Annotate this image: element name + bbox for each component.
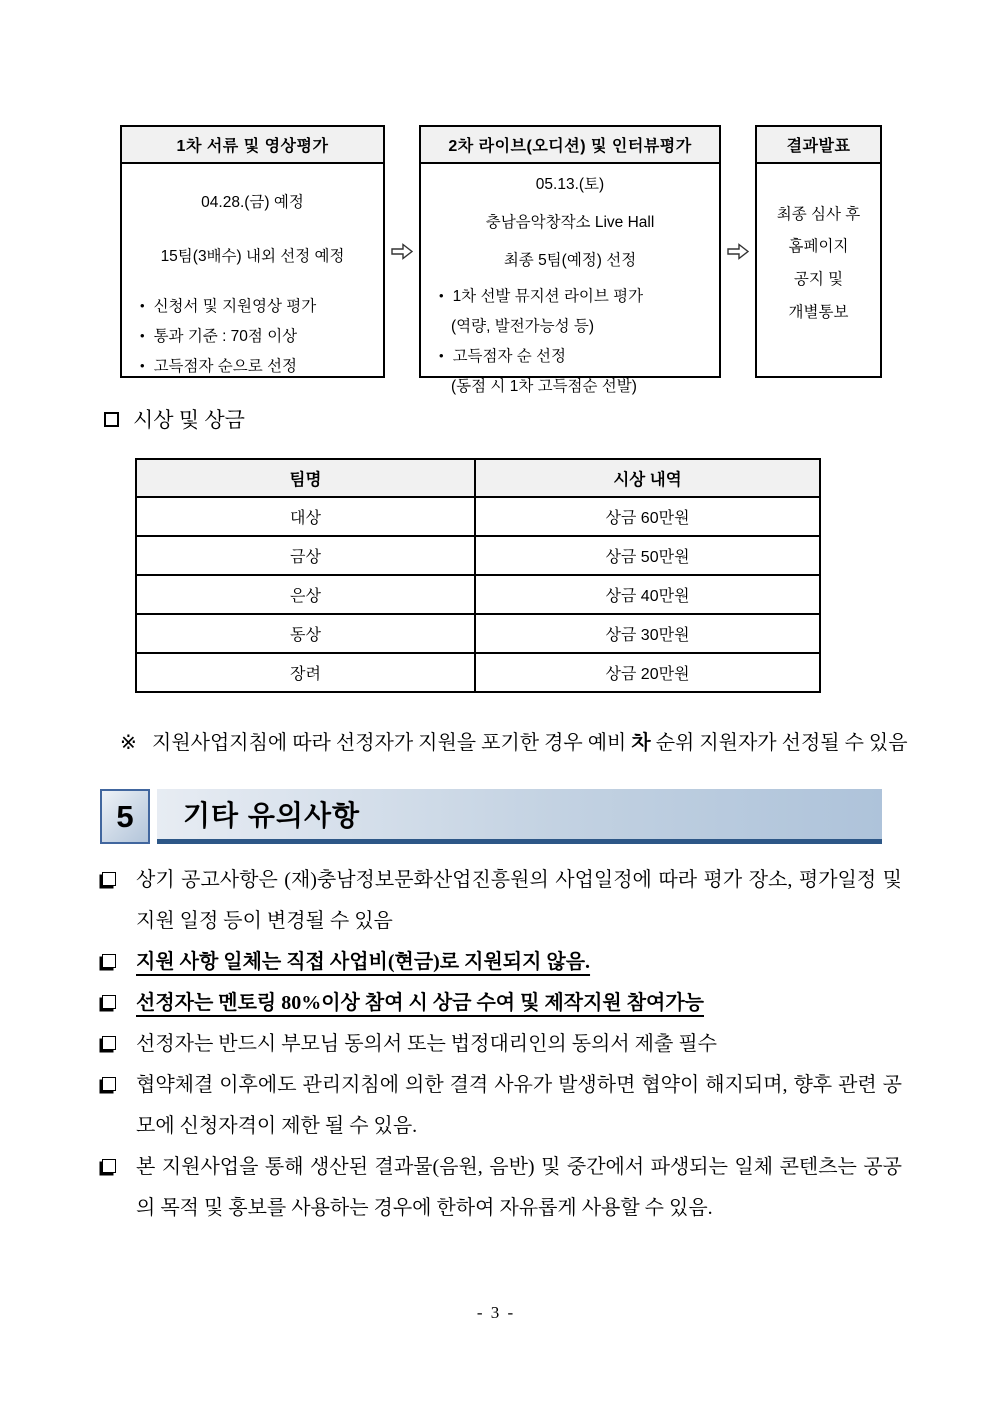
section-title-bar — [157, 789, 882, 844]
flow-box-bullet: • 신청서 및 지원영상 평가 — [136, 292, 375, 322]
table-row — [136, 497, 820, 536]
reference-note — [120, 721, 910, 765]
square-bullet-icon — [102, 1036, 116, 1050]
table-cell-award: 대상 — [136, 497, 475, 536]
flow-box-line: 충남음악창작소 Live Hall — [485, 214, 655, 231]
table-cell-award: 동상 — [136, 614, 475, 653]
list-item — [100, 1024, 902, 1065]
section-title: 기타 유의사항 — [183, 800, 361, 831]
table-cell-award: 은상 — [136, 575, 475, 614]
flow-box-bullet-list — [130, 292, 375, 383]
list-item-text: 상기 공고사항은 (재)충남정보문화산업진흥원의 사업일정에 따라 평가 장소, 평가일정 및 지원 일정 등이 변경될 수 있음 — [136, 869, 902, 932]
table-cell-award: 장려 — [136, 653, 475, 692]
flow-box-line: 05.13.(토) — [535, 176, 605, 193]
table-cell-prize: 상금 30만원 — [475, 614, 820, 653]
page-number: - 3 - — [476, 1303, 516, 1322]
flow-box-bullet: • 1차 선발 뮤지션 라이브 평가 (역량, 발전가능성 등) — [435, 282, 711, 342]
flow-box-line: 개별통보 — [788, 303, 849, 321]
reference-note-bold: 차 — [631, 732, 651, 754]
square-bullet-icon — [102, 954, 116, 968]
flow-arrow — [385, 125, 419, 378]
table-cell-prize: 상금 50만원 — [475, 536, 820, 575]
section-number-badge: 5 — [100, 789, 150, 844]
flow-arrow — [721, 125, 755, 378]
list-item-text: 협약체결 이후에도 관리지침에 의한 결격 사유가 발생하면 협약이 해지되며, 향후 관련 공모에 신청자격이 제한 될 수 있음. — [136, 1074, 902, 1137]
column-header-team: 팀명 — [136, 459, 475, 497]
table-cell-prize: 상금 40만원 — [475, 575, 820, 614]
reference-note-text: 지원사업지침에 따라 선정자가 지원을 포기한 경우 예비 — [152, 732, 632, 754]
reference-note-text: 순위 지원자가 선정될 수 있음 — [650, 732, 908, 754]
flow-box-bullet-subline: (역량, 발전가능성 등) — [451, 318, 595, 336]
flow-box-bullet-subline: (동점 시 1차 고득점순 선발) — [451, 377, 637, 395]
list-item — [100, 942, 902, 983]
list-item-text: 선정자는 멘토링 80%이상 참여 시 상금 수여 및 제작지원 참여가능 — [136, 992, 704, 1014]
list-item — [100, 1147, 902, 1229]
square-bullet-icon — [102, 995, 116, 1009]
flow-box-body — [757, 164, 880, 376]
evaluation-flow — [120, 125, 882, 395]
list-item — [100, 860, 902, 942]
list-item-text: 선정자는 반드시 부모님 동의서 또는 법정대리인의 동의서 제출 필수 — [136, 1033, 717, 1055]
list-item-text: 지원 사항 일체는 직접 사업비(현금)로 지원되지 않음. — [136, 951, 591, 973]
flow-box-results — [755, 125, 882, 378]
list-item-text: 본 지원사업을 통해 생산된 결과물(음원, 음반) 및 중간에서 파생되는 일체 콘텐츠는 공공의 목적 및 홍보를 사용하는 경우에 한하여 자유롭게 사용할 수 있음. — [136, 1156, 902, 1219]
square-bullet-icon — [102, 1159, 116, 1173]
flow-box-body — [421, 164, 719, 407]
square-bullet-icon — [102, 872, 116, 886]
awards-heading-label: 시상 및 상금 — [133, 408, 245, 432]
flow-box-body — [122, 164, 383, 389]
table-header-row — [136, 459, 820, 497]
table-row — [136, 614, 820, 653]
awards-table — [135, 458, 821, 693]
list-item — [100, 983, 902, 1024]
list-item — [100, 1065, 902, 1147]
flow-box-line: 홈페이지 — [788, 238, 849, 256]
notes-list — [100, 860, 902, 1229]
table-cell-prize: 상금 20만원 — [475, 653, 820, 692]
flow-box-title: 1차 서류 및 영상평가 — [122, 127, 383, 164]
flow-box-line: 공지 및 — [793, 271, 844, 288]
flow-box-bullet-list — [429, 282, 711, 401]
flow-box-line: 최종 5팀(예정) 선정 — [503, 252, 637, 269]
square-bullet-icon — [102, 1077, 116, 1091]
column-header-prize: 시상 내역 — [475, 459, 820, 497]
reference-mark-icon: ※ — [120, 732, 137, 754]
right-arrow-icon — [390, 242, 414, 261]
table-row — [136, 575, 820, 614]
right-arrow-icon — [726, 242, 750, 261]
flow-box-bullet: • 고득점자 순으로 선정 — [136, 352, 375, 382]
flow-box-line: 15팀(3배수) 내외 선정 예정 — [160, 248, 345, 265]
flow-box-bullet: • 통과 기준 : 70점 이상 — [136, 322, 375, 352]
awards-heading — [104, 404, 992, 434]
table-row — [136, 536, 820, 575]
table-cell-award: 금상 — [136, 536, 475, 575]
flow-box-second-round — [419, 125, 721, 395]
flow-box-line: 최종 심사 후 — [776, 205, 861, 223]
flow-box-title: 결과발표 — [757, 127, 880, 164]
flow-box-bullet: • 고득점자 순 선정 (동점 시 1차 고득점순 선발) — [435, 342, 711, 402]
table-cell-prize: 상금 60만원 — [475, 497, 820, 536]
table-row — [136, 653, 820, 692]
flow-box-line: 04.28.(금) 예정 — [201, 194, 304, 211]
square-bullet-icon — [104, 412, 119, 427]
flow-box-title: 2차 라이브(오디션) 및 인터뷰평가 — [421, 127, 719, 164]
section-header — [100, 789, 882, 844]
flow-box-first-round — [120, 125, 385, 378]
